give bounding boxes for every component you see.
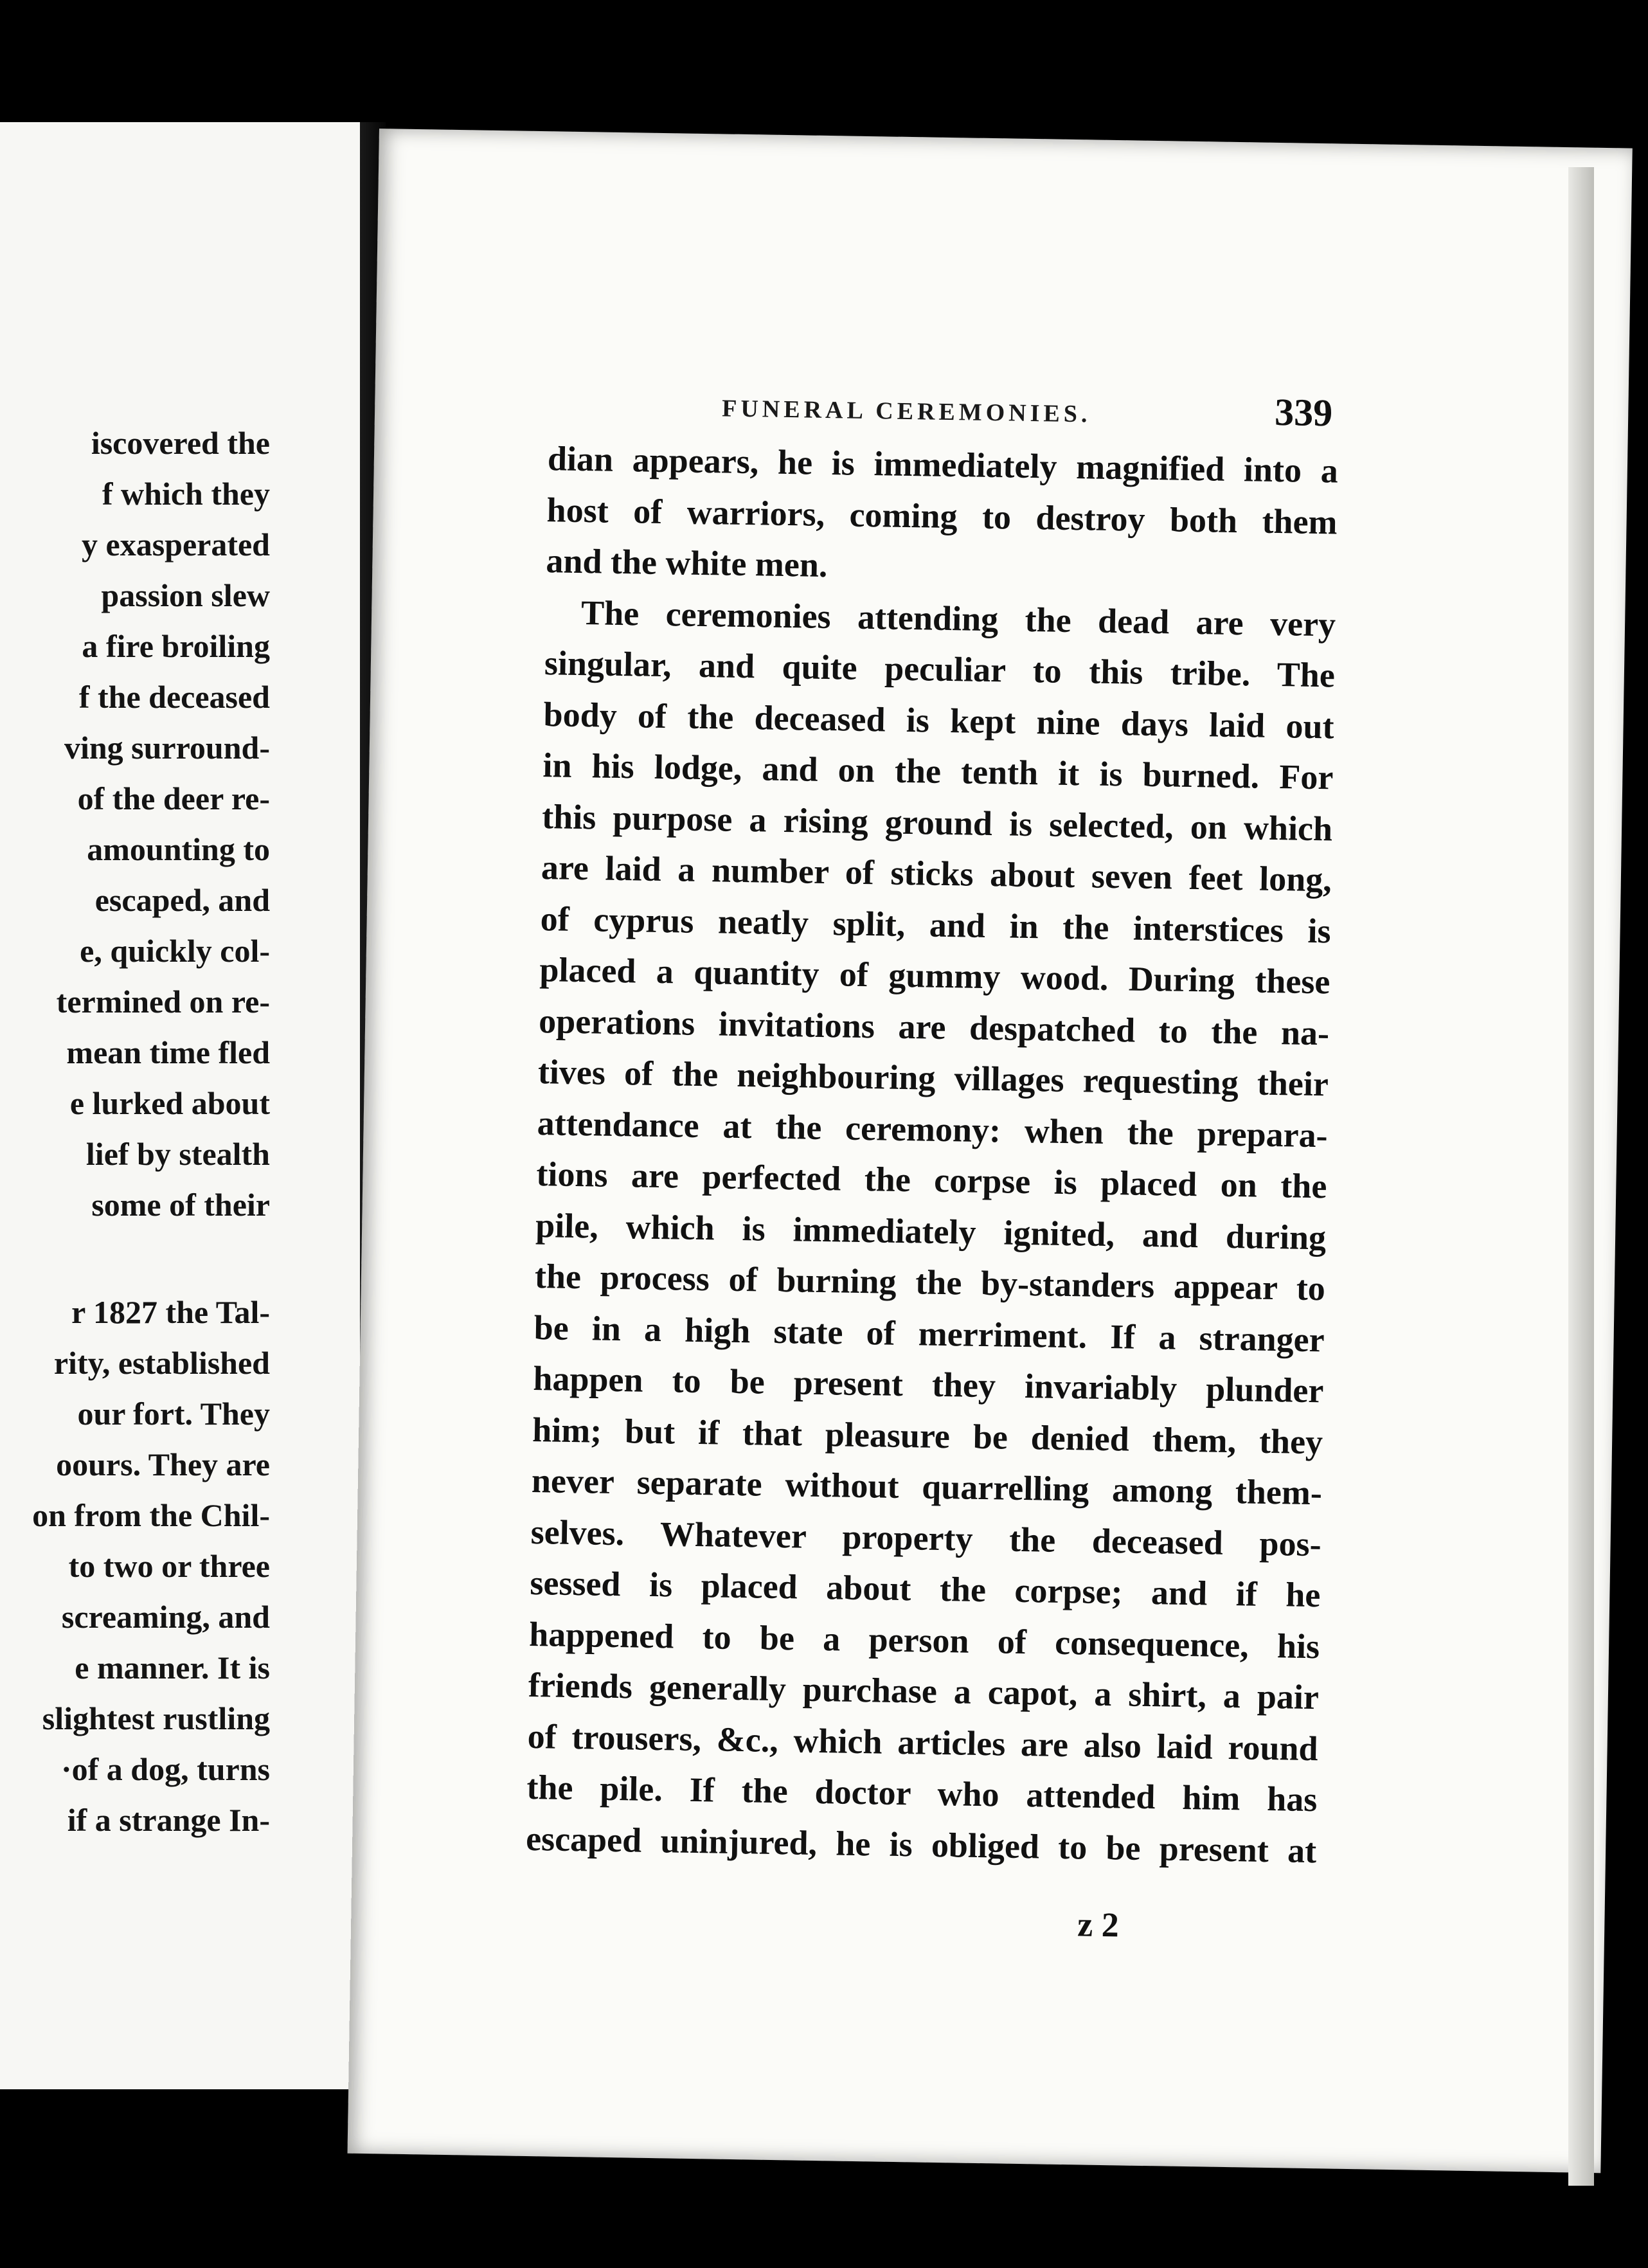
left-line: f which they — [102, 476, 270, 512]
body-line: host of warriors, coming to destroy both them — [546, 490, 1338, 541]
left-line: rity, established — [53, 1345, 270, 1381]
left-line: oours. They are — [56, 1446, 270, 1482]
left-line: our fort. They — [77, 1396, 270, 1432]
body-line: friends generally purchase a capot, a shirt, a pair — [528, 1665, 1320, 1717]
left-line: to two or three — [68, 1548, 270, 1584]
body-line: singular, and quite peculiar to this tribe. The — [544, 644, 1336, 695]
left-line: y exasperated — [82, 526, 270, 562]
body-line: escaped uninjured, he is obliged to be present at — [525, 1819, 1317, 1870]
signature-mark: z 2 — [1077, 1905, 1120, 1945]
body-line: be in a high state of merriment. If a stranger — [533, 1308, 1325, 1359]
left-line: ving surround- — [64, 730, 270, 766]
left-line: e lurked about — [69, 1085, 270, 1121]
body-text — [526, 433, 1339, 1877]
right-page — [348, 129, 1633, 2173]
body-line: of cyprus neatly split, and in the interstices is — [540, 899, 1332, 950]
body-line: attendance at the ceremony: when the prepara- — [537, 1103, 1329, 1155]
left-line: e manner. It is — [75, 1650, 270, 1686]
left-line: e, quickly col- — [80, 933, 270, 969]
left-line: slightest rustling — [42, 1700, 270, 1736]
left-line: passion slew — [101, 577, 270, 613]
left-line: iscovered the — [91, 425, 270, 461]
body-line: him; but if that pleasure be denied them, they — [532, 1410, 1323, 1461]
body-line: operations invitations are despatched to the na- — [538, 1001, 1330, 1052]
left-line: escaped, and — [94, 882, 270, 918]
left-line: mean time fled — [66, 1034, 270, 1070]
body-line: happened to be a person of consequence, his — [528, 1614, 1320, 1666]
body-line: The ceremonies attending the dead are very — [580, 593, 1336, 644]
body-line: tives of the neighbouring villages requesting their — [537, 1052, 1329, 1104]
body-line: happen to be present they invariably plunder — [533, 1359, 1324, 1410]
body-line: pile, which is immediately ignited, and during — [535, 1205, 1327, 1257]
left-line: f the deceased — [78, 679, 270, 715]
left-line: on from the Chil- — [32, 1497, 270, 1533]
left-line: some of their — [91, 1187, 270, 1223]
body-line: this purpose a rising ground is selected, on which — [541, 797, 1333, 848]
page-number: 339 — [1274, 390, 1333, 435]
running-head: FUNERAL CEREMONIES. — [721, 395, 1091, 428]
left-page — [0, 122, 364, 2089]
body-line: dian appears, he is immediately magnified into a — [547, 439, 1339, 491]
left-line: if a strange In- — [67, 1802, 270, 1838]
body-line: of trousers, &c., which articles are also laid round — [527, 1716, 1319, 1768]
left-page-text — [0, 418, 270, 1846]
left-line: screaming, and — [61, 1599, 270, 1635]
page-edge — [1568, 167, 1594, 2186]
body-line: body of the deceased is kept nine days laid out — [543, 694, 1335, 746]
body-line: and the white men. — [546, 541, 828, 585]
body-line: the pile. If the doctor who attended him has — [526, 1767, 1318, 1819]
paragraph-gap — [0, 1230, 270, 1287]
left-line: a fire broiling — [82, 628, 270, 664]
body-line: the process of burning the by-standers appear to — [534, 1257, 1326, 1308]
left-line: lief by stealth — [85, 1136, 270, 1172]
body-line: sessed is placed about the corpse; and if he — [530, 1563, 1321, 1615]
left-line: termined on re- — [56, 984, 270, 1020]
body-line: are laid a number of sticks about seven feet long, — [541, 848, 1332, 899]
body-line: selves. Whatever property the deceased pos- — [530, 1512, 1322, 1563]
body-line: tions are perfected the corpse is placed on the — [536, 1155, 1327, 1206]
left-line: amounting to — [87, 831, 270, 867]
body-line: never separate without quarrelling among them- — [531, 1461, 1323, 1513]
left-line: ·of a dog, turns — [60, 1751, 270, 1787]
body-line: placed a quantity of gummy wood. During these — [539, 950, 1330, 1002]
left-line: r 1827 the Tal- — [71, 1294, 270, 1330]
left-line: of the deer re- — [77, 780, 270, 816]
body-line: in his lodge, and on the tenth it is burned. For — [542, 746, 1334, 797]
